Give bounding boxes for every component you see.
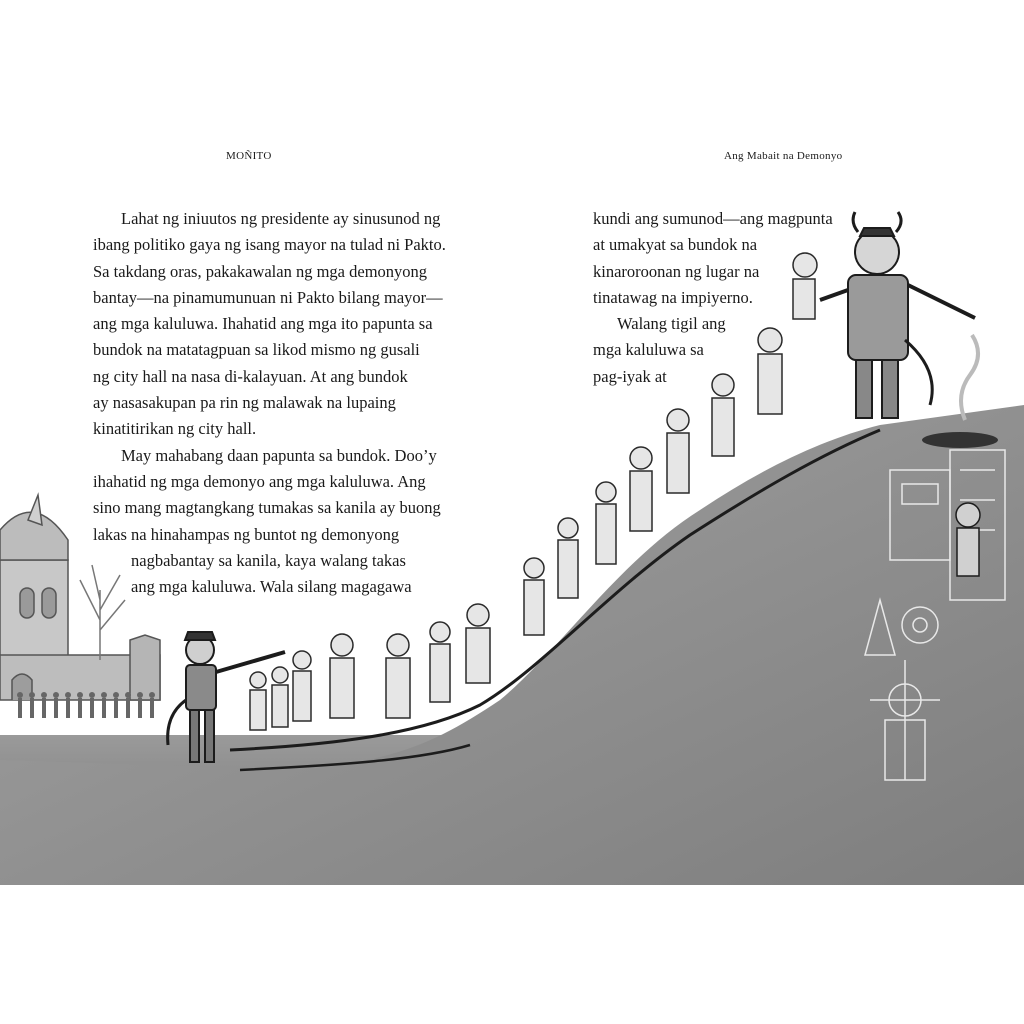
text-line: kinaroroonan ng lugar na bbox=[593, 261, 760, 281]
text-line: Walang tigil ang bbox=[617, 314, 726, 334]
running-head-right: Ang Mabait na Demonyo bbox=[724, 150, 843, 162]
text-line: pag-iyak at bbox=[593, 366, 667, 386]
demon-boss bbox=[820, 212, 975, 418]
hell-pit bbox=[922, 432, 998, 448]
falling-soul bbox=[956, 503, 980, 576]
text-line: tinatawag na impiyerno. bbox=[593, 287, 753, 307]
left-page-text bbox=[93, 206, 446, 600]
text-line: ng city hall na nasa di-kalayuan. At ang bundok bbox=[93, 366, 408, 386]
running-head-left: MOÑITO bbox=[226, 150, 272, 162]
text-line: Sa takdang oras, pakakawalan ng mga demonyong bbox=[93, 261, 428, 281]
text-line: ihahatid ng mga demonyo ang mga kaluluwa. Ang bbox=[93, 471, 426, 491]
text-line: ang mga kaluluwa. Ihahatid ang mga ito papunta sa bbox=[93, 314, 433, 334]
text-line: May mahabang daan papunta sa bundok. Doo’y bbox=[121, 445, 437, 465]
right-page-text bbox=[593, 206, 833, 390]
text-line: kundi ang sumunod—ang magpunta bbox=[593, 209, 833, 228]
text-line: lakas na hinahampas ng buntot ng demonyong bbox=[93, 524, 400, 544]
text-line: nagbabantay sa kanila, kaya walang takas bbox=[131, 550, 406, 570]
text-line: mga kaluluwa sa bbox=[593, 340, 704, 360]
text-line: ay nasasakupan pa rin ng malawak na lupaing bbox=[93, 393, 396, 413]
text-line: sino mang magtangkang tumakas sa kanila ay buong bbox=[93, 498, 441, 518]
text-line: ang mga kaluluwa. Wala silang magagawa bbox=[131, 577, 412, 597]
text-line: bundok na matatagpuan sa likod mismo ng gusali bbox=[93, 340, 420, 360]
text-line: ibang politiko gaya ng isang mayor na tulad ni Pakto. bbox=[93, 235, 446, 255]
text-line: Lahat ng iniuutos ng presidente ay sinusunod ng bbox=[121, 209, 441, 228]
text-line: kinatitirikan ng city hall. bbox=[93, 419, 257, 439]
text-line: bantay—na pinamumunuan ni Pakto bilang mayor— bbox=[93, 287, 443, 307]
text-line: at umakyat sa bundok na bbox=[593, 235, 758, 255]
